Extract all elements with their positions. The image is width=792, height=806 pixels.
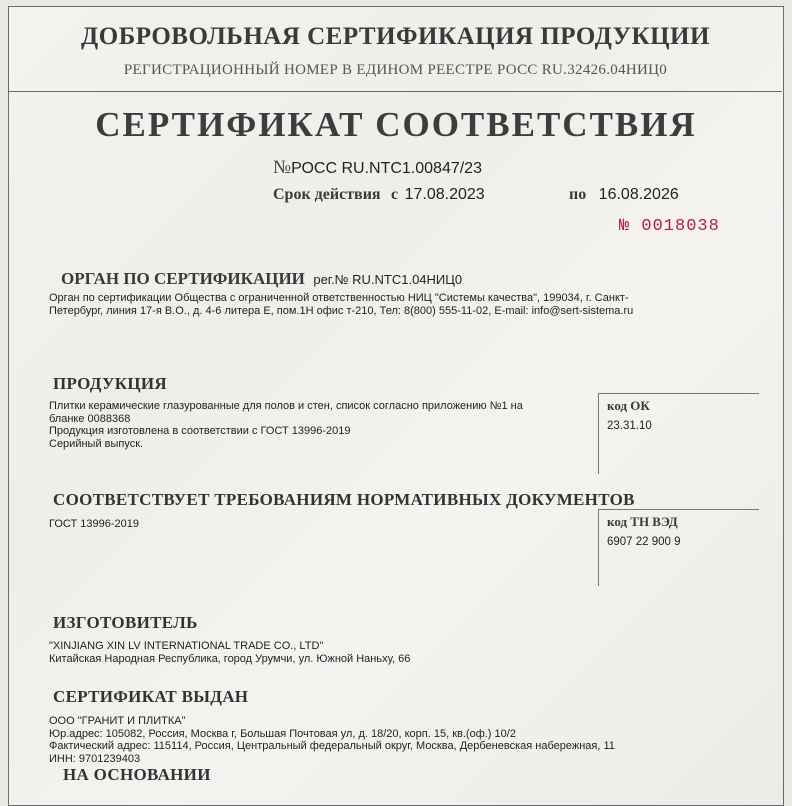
certification-body-title: ОРГАН ПО СЕРТИФИКАЦИИ [61, 269, 305, 288]
certification-body-heading [61, 269, 462, 289]
manufacturer-title: ИЗГОТОВИТЕЛЬ [53, 613, 198, 632]
number-sign: № [273, 157, 292, 178]
issued-to-line2: Юр.адрес: 105082, Россия, Москва г, Большая Почтовая ул, д. 18/20, корп. 15, кв.(оф.) 10/2 [49, 727, 516, 740]
manufacturer-line2: Китайская Народная Республика, город Урумчи, ул. Южной Наньху, 66 [49, 652, 411, 665]
compliance-title: СООТВЕТСТВУЕТ ТРЕБОВАНИЯМ НОРМАТИВНЫХ ДОКУМЕНТОВ [53, 490, 635, 509]
issued-to-line3: Фактический адрес: 115114, Россия, Центральный федеральный округ, Москва, Дербеневская набережная, 11 [49, 740, 615, 752]
registry-number: РЕГИСТРАЦИОННЫЙ НОМЕР В ЕДИНОМ РЕЕСТРЕ РОСС RU.32426.04НИЦ0 [123, 62, 668, 78]
product-text [49, 400, 523, 450]
product-title: ПРОДУКЦИЯ [53, 374, 168, 393]
okpd-code-value: 23.31.10 [607, 420, 652, 432]
tnved-code-value: 6907 22 900 9 [607, 536, 681, 548]
next-section-title: НА ОСНОВАНИИ [63, 765, 211, 784]
validity-line [273, 186, 485, 204]
manufacturer-text [49, 640, 410, 665]
certification-body-reg: рег.№ RU.NTC1.04НИЦ0 [313, 272, 463, 287]
product-line2: бланке 0088368 [49, 412, 131, 425]
to-label: по [569, 186, 587, 203]
issued-to-line4: ИНН: 9701239403 [49, 752, 141, 765]
product-line3: Продукция изготовлена в соответствии с ГОСТ 13996-2019 [49, 425, 351, 437]
okpd-code-box [598, 393, 759, 474]
certificate-sheet [8, 6, 784, 806]
manufacturer-line1: "XINJIANG XIN LV INTERNATIONAL TRADE CO., LTD" [49, 640, 324, 652]
valid-to: 16.08.2026 [598, 186, 679, 203]
certificate-number-line [273, 157, 482, 179]
product-line1: Плитки керамические глазурованные для полов и стен, список согласно приложению №1 на [49, 400, 523, 412]
certification-body-text [49, 292, 633, 317]
certification-body-line1: Орган по сертификации Общества с ограниченной ответственностью НИЦ "Системы качества", 199034, г. Санкт- [49, 292, 629, 304]
okpd-code-label: код ОК [607, 398, 650, 413]
tnved-code-box [598, 509, 759, 586]
header-title: ДОБРОВОЛЬНАЯ СЕРТИФИКАЦИЯ ПРОДУКЦИИ [81, 23, 710, 50]
certificate-title: СЕРТИФИКАТ СООТВЕТСТВИЯ [95, 105, 697, 144]
validity-label: Срок действия [273, 186, 381, 203]
issued-to-line1: ООО "ГРАНИТ И ПЛИТКА" [49, 715, 186, 727]
valid-from: 17.08.2023 [404, 186, 485, 203]
issued-to-text [49, 715, 615, 765]
blank-number: № 0018038 [619, 217, 720, 236]
from-label: с [391, 186, 399, 203]
tnved-code-label: код ТН ВЭД [607, 514, 678, 529]
certification-body-line2: Петербург, линия 17-я В.О., д. 4-6 литера Е, пом.1Н офис т-210, Тел: 8(800) 555-11-02, E-mail: info@sert-sistema.ru [49, 304, 634, 317]
issued-to-title: СЕРТИФИКАТ ВЫДАН [53, 687, 249, 706]
certificate-number: РОСС RU.NTC1.00847/23 [291, 160, 482, 177]
validity-to [569, 186, 679, 204]
header-band [9, 7, 782, 92]
product-line4: Серийный выпуск. [49, 437, 144, 450]
compliance-standard: ГОСТ 13996-2019 [49, 518, 139, 530]
